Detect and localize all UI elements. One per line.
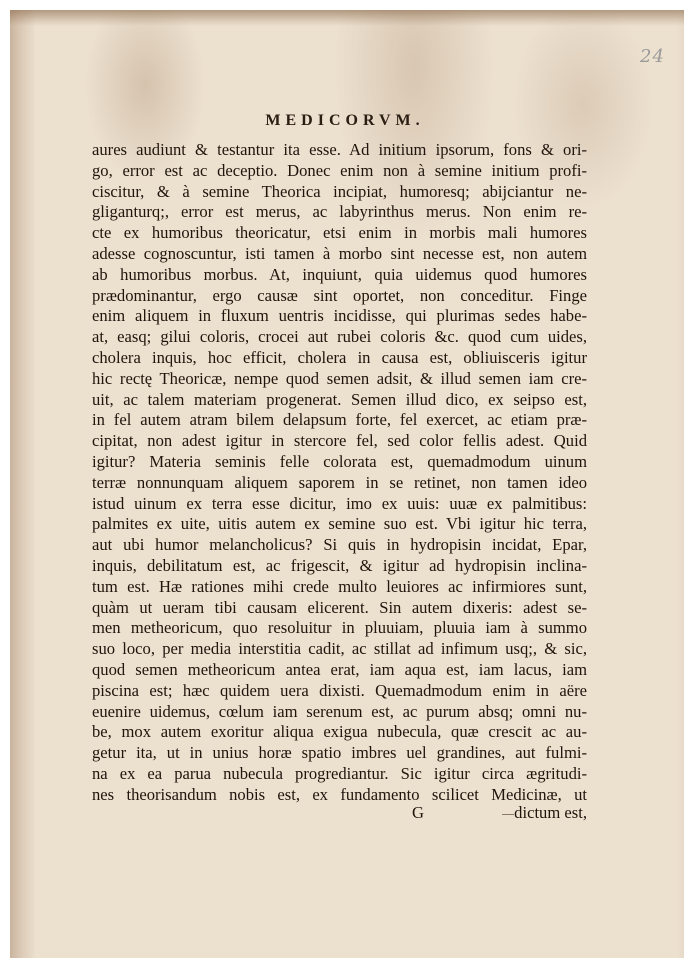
text-line: gliganturq;, error est merus, ac labyrinthus merus. Non enim re- <box>92 202 587 222</box>
text-line: enim aliquem in fluxum uentris incidisse, qui plurimas sedes habe- <box>92 306 587 326</box>
separator-dash <box>502 814 514 815</box>
text-line: piscina est; hæc quidem uera dixisti. Quemadmodum enim in aëre <box>92 680 587 700</box>
page-top-shadow <box>10 10 684 26</box>
text-line: be, mox autem exoritur aliqua exigua nubecula, quæ crescit ac au- <box>92 722 587 742</box>
text-line: getur ita, ut in unius horæ spatio imbres uel grandines, aut fulmi- <box>92 743 587 763</box>
text-line: hic rectę Theoricæ, nempe quod semen adsit, & illud semen iam cre- <box>92 368 587 388</box>
text-line: adesse cognoscuntur, isti tamen à morbo sint necesse est, non autem <box>92 243 587 263</box>
text-line: prædominantur, ergo causæ sint oportet, non conceditur. Finge <box>92 285 587 305</box>
text-line: at, easq; gilui coloris, crocei aut rubei coloris &c. quod cum uides, <box>92 327 587 347</box>
running-head: MEDICORVM. <box>265 112 425 129</box>
catchword: dictum est, <box>514 803 587 822</box>
text-line: uit, ac talem materiam progenerat. Semen illud dico, ex seipso est, <box>92 389 587 409</box>
text-line: tum est. Hæ rationes mihi crede multo leuiores ac infirmiores sunt, <box>92 576 587 596</box>
text-line: terræ nonnunquam aliquem saporem in se retinet, non tamen ideo <box>92 472 587 492</box>
text-line: cte ex humoribus theoricatur, etsi enim in morbis mali humores <box>92 223 587 243</box>
text-line: cholera inquis, hoc efficit, cholera in causa est, obliuisceris igitur <box>92 347 587 367</box>
text-line: cipitat, non adest igitur in stercore fel, sed color fellis adest. Quid <box>92 431 587 451</box>
text-line: ab humoribus morbus. At, inquiunt, quia uidemus quod humores <box>92 264 587 284</box>
signature-row <box>92 803 587 825</box>
text-line: quod semen metheoricum antea erat, iam aqua est, iam lacus, iam <box>92 659 587 679</box>
text-line: palmites ex uite, uitis autem ex semine suo est. Vbi igitur hic terra, <box>92 514 587 534</box>
text-line: istud uinum ex terra esse dicitur, imo ex uuis: uuæ ex palmitibus: <box>92 493 587 513</box>
signature-mark: G <box>412 803 424 822</box>
text-line: suo loco, per media interstitia cadit, ac stillat ad infimum usq;, & sic, <box>92 639 587 659</box>
text-line: men metheoricum, quo resoluitur in pluuiam, pluuia iam à summo <box>92 618 587 638</box>
text-line: aures audiunt & testantur ita esse. Ad initium ipsorum, fons & ori- <box>92 140 587 159</box>
text-line: aut ubi humor melancholicus? Si quis in hydropisin incidat, Epar, <box>92 535 587 555</box>
text-line: in fel autem atram bilem delapsum forte, fel exercet, ac etiam præ- <box>92 410 587 430</box>
text-line: euenire uidemus, cœlum iam serenum est, ac purum absq; omni nu- <box>92 701 587 721</box>
text-line: igitur? Materia seminis felle colorata est, quemadmodum uinum <box>92 451 587 471</box>
text-line: quàm ut ueram tibi causam elicerent. Sin autem dixeris: adest se- <box>92 597 587 617</box>
text-line: go, error est ac deceptio. Donec enim non à semine initium profi- <box>92 160 587 180</box>
body-text <box>92 140 587 806</box>
text-line: nes theorisandum nobis est, ex fundamento scilicet Medicinæ, ut <box>92 784 587 804</box>
text-line: ciscitur, & à semine Theorica incipiat, humoresq; abijciantur ne- <box>92 181 587 201</box>
folio-number: 24 <box>640 46 665 67</box>
text-line: na ex ea parua nubecula progrediantur. Sic igitur circa ægritudi- <box>92 763 587 783</box>
text-line: inquis, debilitatum est, ac frigescit, & igitur ad hydropisin inclina- <box>92 555 587 575</box>
